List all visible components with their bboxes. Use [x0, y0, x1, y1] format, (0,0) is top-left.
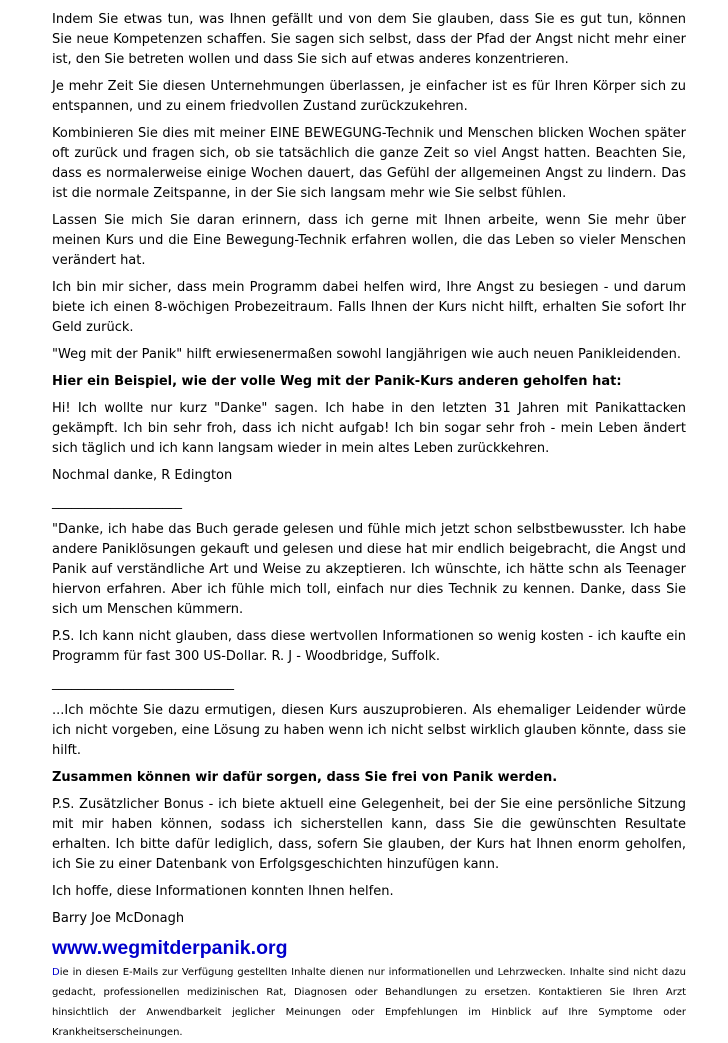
author-signature: Barry Joe McDonagh	[52, 911, 185, 926]
separator-line-1: ____________________	[52, 495, 182, 510]
separator-line-2: ____________________________	[52, 676, 234, 691]
testimonial-1-signature: Nochmal danke, R Edington	[52, 468, 233, 483]
testimonial-2-ps: P.S. Ich kann nicht glauben, dass diese wertvollen Informationen so wenig kosten - ich kaufte ein Programm für fast 300 US-Dollar. R. J - Woodbridge, Suffolk.	[52, 629, 686, 664]
paragraph-relax: Je mehr Zeit Sie diesen Unternehmungen überlassen, je einfacher ist es für Ihren Körper sich zu entspannen, und zu einem friedvollen Zustand zurückzukehren.	[52, 79, 686, 114]
website-link[interactable]: www.wegmitderpanik.org	[52, 937, 288, 959]
paragraph-technique: Kombinieren Sie dies mit meiner EINE BEWEGUNG-Technik und Menschen blicken Wochen später oft zurück und fragen sich, ob sie tatsächlich die ganze Zeit so viel Angst hatten. Beachten Sie, dass es normalerweise einige Wochen dauert, das Gefühl der allgemeinen Angst zu lindern. Das ist die normale Zeitspanne, in der Sie sich langsam mehr wie Sie selbst fühlen.	[52, 126, 686, 201]
testimonials-heading: Hier ein Beispiel, wie der volle Weg mit der Panik-Kurs anderen geholfen hat:	[52, 374, 622, 389]
testimonial-2: "Danke, ich habe das Buch gerade gelesen und fühle mich jetzt schon selbstbewusster. Ich habe andere Paniklösungen gekauft und gelesen und diese hat mir endlich beigebracht, die Angst und Panik auf verständliche Art und Weise zu akzeptieren. Ich wünschte, ich hätte schn als Teenager hiervon erfahren. Aber ich fühle mich toll, einfach nur dies Technik zu kennen. Danke, dass Sie sich um Menschen kümmern.	[52, 522, 686, 617]
paragraph-competence: Indem Sie etwas tun, was Ihnen gefällt und von dem Sie glauben, dass Sie es gut tun, können Sie neue Kompetenzen schaffen. Sie sagen sich selbst, dass der Pfad der Angst nicht mehr einer ist, den Sie betreten wollen und dass Sie sich auf etwas anderes konzentrieren.	[52, 12, 686, 67]
paragraph-hope: Ich hoffe, diese Informationen konnten Ihnen helfen.	[52, 884, 394, 899]
testimonial-1: Hi! Ich wollte nur kurz "Danke" sagen. Ich habe in den letzten 31 Jahren mit Panikattacken gekämpft. Ich bin sehr froh, dass ich nicht aufgab! Ich bin sogar sehr froh - mein Leben ändert sich täglich und ich kann langsam wieder in mein altes Leben zurückkehren.	[52, 401, 686, 456]
paragraph-course-reminder: Lassen Sie mich Sie daran erinnern, dass ich gerne mit Ihnen arbeite, wenn Sie mehr über meinen Kurs und die Eine Bewegung-Technik erfahren wollen, die das Leben so vieler Menschen verändert hat.	[52, 213, 686, 268]
disclaimer-text	[52, 963, 686, 1043]
paragraph-bonus: P.S. Zusätzlicher Bonus - ich biete aktuell eine Gelegenheit, bei der Sie eine persönliche Sitzung mit mir haben können, sodass ich sicherstellen kann, dass Sie die gewünschten Resultate erhalten. Ich bitte dafür lediglich, dass, sofern Sie glauben, der Kurs hat Ihnen enorm geholfen, ich Sie zu einer Datenbank von Erfolgsgeschichten hinzufügen kann.	[52, 797, 686, 872]
disclaimer-body: ie in diesen E-Mails zur Verfügung gestellten Inhalte dienen nur informationellen und Lehrzwecken. Inhalte sind nicht dazu gedacht, professionellen medizinischen Rat, Diagnosen oder Behandlungen zu ersetzen. Kontaktieren Sie Ihren Arzt hinsichtlich der Anwendbarkeit jeglicher Meinungen oder Empfehlungen im Hinblick auf Ihre Symptome oder Krankheitserscheinungen.	[52, 967, 686, 1038]
paragraph-encouragement: ...Ich möchte Sie dazu ermutigen, diesen Kurs auszuprobieren. Als ehemaliger Leidender würde ich nicht vorgeben, eine Lösung zu haben wenn ich nicht selbst wirklich glauben könnte, dass sie hilft.	[52, 703, 686, 758]
closing-heading: Zusammen können wir dafür sorgen, dass Sie frei von Panik werden.	[52, 770, 558, 785]
paragraph-trial-period: Ich bin mir sicher, dass mein Programm dabei helfen wird, Ihre Angst zu besiegen - und darum biete ich einen 8-wöchigen Probezeitraum. Falls Ihnen der Kurs nicht hilft, erhalten Sie sofort Ihr Geld zurück.	[52, 280, 686, 335]
disclaimer-first-letter: D	[52, 967, 60, 978]
document-page	[52, 10, 686, 1043]
paragraph-proven: "Weg mit der Panik" hilft erwiesenermaßen sowohl langjährigen wie auch neuen Panikleidenden.	[52, 347, 681, 362]
